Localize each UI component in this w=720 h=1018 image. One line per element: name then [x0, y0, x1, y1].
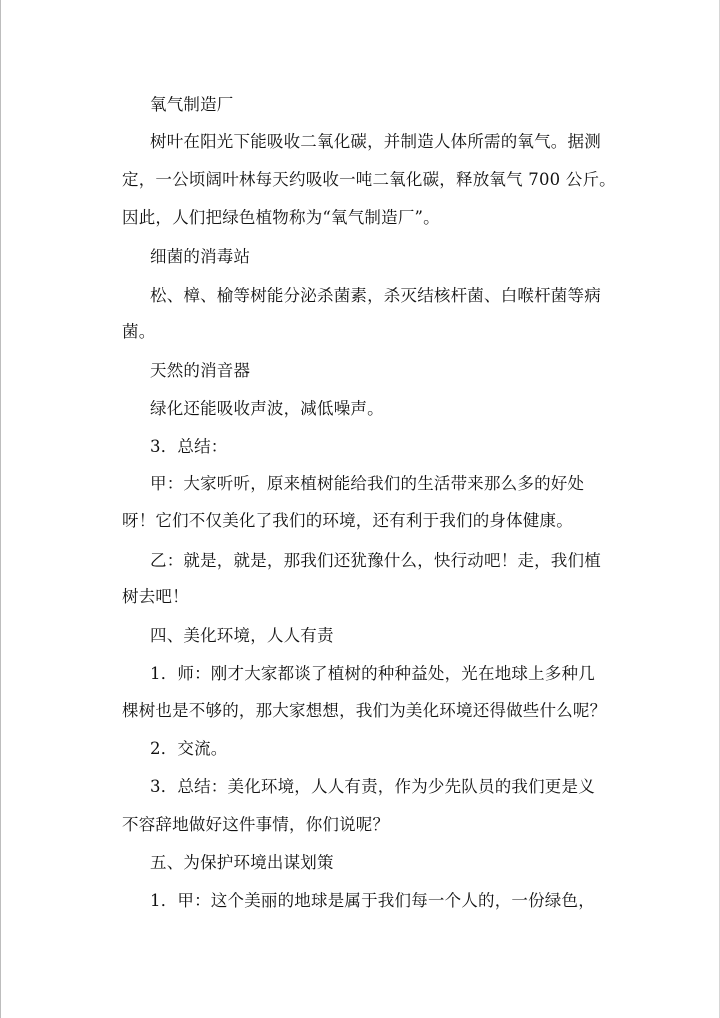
section-heading-five: 五、为保护环境出谋划策 — [150, 853, 334, 872]
paragraph-line: 松、樟、榆等树能分泌杀菌素，杀灭结核杆菌、白喉杆菌等病 — [150, 286, 601, 305]
heading-oxygen-factory: 氧气制造厂 — [150, 95, 234, 114]
paragraph-line: 棵树也是不够的，那大家想想，我们为美化环境还得做些什么呢？ — [122, 701, 607, 720]
paragraph-line: 菌。 — [122, 322, 156, 341]
paragraph-line: 甲：大家听听，原来植树能给我们的生活带来那么多的好处 — [150, 474, 585, 493]
paragraph-line: 3．总结：美化环境，人人有责，作为少先队员的我们更是义 — [150, 777, 595, 796]
paragraph-line: 因此，人们把绿色植物称为“氧气制造厂”。 — [122, 208, 440, 227]
paragraph-line: 1．甲：这个美丽的地球是属于我们每一个人的，一份绿色， — [150, 891, 595, 910]
paragraph-line: 树去吧！ — [122, 587, 189, 606]
paragraph-line: 不容辞地做好这件事情，你们说呢？ — [122, 815, 390, 834]
heading-natural-silencer: 天然的消音器 — [150, 361, 251, 380]
paragraph-line: 2．交流。 — [150, 739, 228, 758]
paragraph-line: 呀！它们不仅美化了我们的环境，还有利于我们的身体健康。 — [122, 511, 573, 530]
paragraph-line: 1．师：刚才大家都谈了植树的种种益处，光在地球上多种几 — [150, 664, 595, 683]
paragraph-line: 乙：就是，就是，那我们还犹豫什么，快行动吧！走，我们植 — [150, 551, 601, 570]
paragraph-line: 绿化还能吸收声波，减低噪声。 — [150, 399, 384, 418]
summary-heading: 3．总结： — [150, 437, 228, 456]
heading-disinfection-station: 细菌的消毒站 — [150, 247, 251, 266]
paragraph-line: 树叶在阳光下能吸收二氧化碳，并制造人体所需的氧气。据测 — [150, 132, 601, 151]
paragraph-line: 定，一公顷阔叶林每天约吸收一吨二氧化碳，释放氧气 700 公斤。 — [122, 170, 616, 189]
section-heading-four: 四、美化环境，人人有责 — [150, 626, 334, 645]
page-left-edge — [0, 0, 1, 1018]
